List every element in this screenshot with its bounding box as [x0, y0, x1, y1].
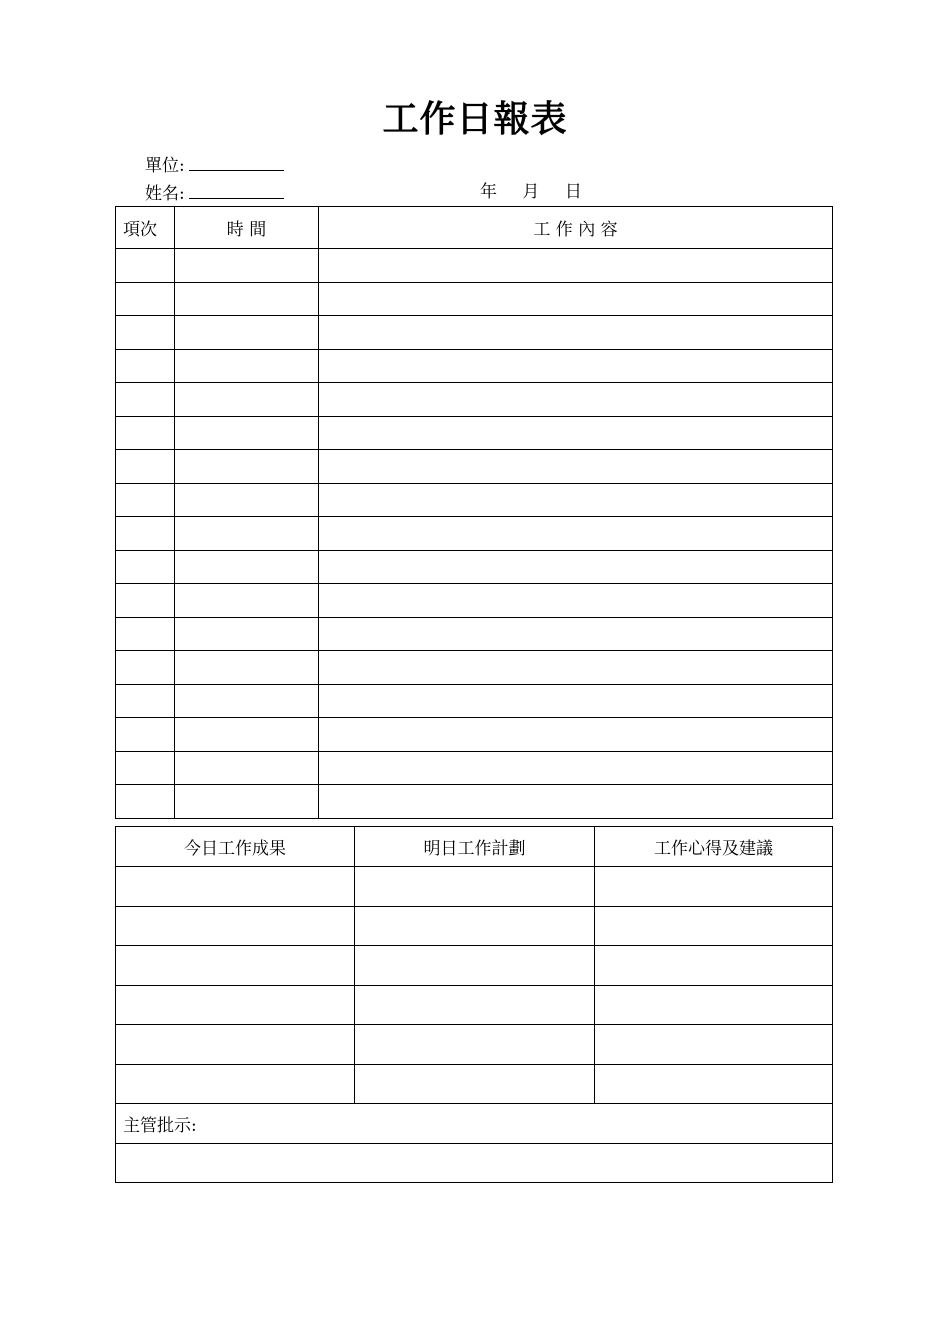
time-cell[interactable]	[175, 751, 319, 785]
insights-cell[interactable]	[595, 946, 833, 986]
item-no-cell[interactable]	[116, 416, 175, 450]
work-log-header-row	[116, 207, 833, 249]
tomorrow-plan-cell[interactable]	[355, 867, 595, 907]
header-time: 時 間	[175, 207, 319, 249]
summary-table	[115, 826, 833, 1183]
item-no-cell[interactable]	[116, 249, 175, 283]
time-cell[interactable]	[175, 617, 319, 651]
table-row	[116, 1064, 833, 1104]
table-row	[116, 985, 833, 1025]
work-content-cell[interactable]	[319, 550, 833, 584]
item-no-cell[interactable]	[116, 450, 175, 484]
work-content-cell[interactable]	[319, 483, 833, 517]
insights-cell[interactable]	[595, 867, 833, 907]
table-row	[116, 517, 833, 551]
time-cell[interactable]	[175, 316, 319, 350]
insights-cell[interactable]	[595, 1025, 833, 1065]
item-no-cell[interactable]	[116, 349, 175, 383]
item-no-cell[interactable]	[116, 517, 175, 551]
work-content-cell[interactable]	[319, 617, 833, 651]
work-content-cell[interactable]	[319, 416, 833, 450]
tomorrow-plan-cell[interactable]	[355, 1025, 595, 1065]
table-row	[116, 483, 833, 517]
date-field	[480, 181, 602, 203]
work-content-cell[interactable]	[319, 684, 833, 718]
item-no-cell[interactable]	[116, 282, 175, 316]
header-insights-suggestions: 工作心得及建議	[595, 827, 833, 867]
work-content-cell[interactable]	[319, 450, 833, 484]
name-blank-line[interactable]	[189, 181, 284, 199]
table-row	[116, 450, 833, 484]
table-row	[116, 617, 833, 651]
page-title: 工作日報表	[382, 99, 568, 140]
time-cell[interactable]	[175, 584, 319, 618]
item-no-cell[interactable]	[116, 383, 175, 417]
table-row	[116, 867, 833, 907]
supervisor-label: 主管批示:	[116, 1104, 833, 1144]
item-no-cell[interactable]	[116, 483, 175, 517]
work-content-cell[interactable]	[319, 517, 833, 551]
work-content-cell[interactable]	[319, 383, 833, 417]
table-row	[116, 785, 833, 819]
item-no-cell[interactable]	[116, 617, 175, 651]
table-row	[116, 282, 833, 316]
item-no-cell[interactable]	[116, 751, 175, 785]
day-label: 日	[564, 182, 582, 202]
time-cell[interactable]	[175, 651, 319, 685]
time-cell[interactable]	[175, 282, 319, 316]
time-cell[interactable]	[175, 383, 319, 417]
table-row	[116, 684, 833, 718]
table-row	[116, 383, 833, 417]
header-tomorrow-plan: 明日工作計劃	[355, 827, 595, 867]
time-cell[interactable]	[175, 249, 319, 283]
today-results-cell[interactable]	[116, 946, 355, 986]
work-content-cell[interactable]	[319, 349, 833, 383]
item-no-cell[interactable]	[116, 651, 175, 685]
work-content-cell[interactable]	[319, 316, 833, 350]
work-log-table	[115, 206, 833, 819]
time-cell[interactable]	[175, 517, 319, 551]
time-cell[interactable]	[175, 349, 319, 383]
month-label: 月	[522, 182, 540, 202]
header-item-no: 項次	[116, 207, 175, 249]
header-today-results: 今日工作成果	[116, 827, 355, 867]
name-label: 姓名:	[145, 184, 185, 204]
table-row	[116, 584, 833, 618]
supervisor-comment-row	[116, 1143, 833, 1183]
work-content-cell[interactable]	[319, 651, 833, 685]
work-content-cell[interactable]	[319, 751, 833, 785]
table-row	[116, 751, 833, 785]
summary-header-row	[116, 827, 833, 867]
name-field	[145, 181, 284, 205]
today-results-cell[interactable]	[116, 867, 355, 907]
time-cell[interactable]	[175, 416, 319, 450]
item-no-cell[interactable]	[116, 316, 175, 350]
work-content-cell[interactable]	[319, 282, 833, 316]
table-row	[116, 316, 833, 350]
time-cell[interactable]	[175, 483, 319, 517]
work-content-cell[interactable]	[319, 249, 833, 283]
item-no-cell[interactable]	[116, 550, 175, 584]
item-no-cell[interactable]	[116, 684, 175, 718]
table-row	[116, 651, 833, 685]
table-row	[116, 906, 833, 946]
item-no-cell[interactable]	[116, 718, 175, 752]
work-content-cell[interactable]	[319, 785, 833, 819]
insights-cell[interactable]	[595, 906, 833, 946]
work-content-cell[interactable]	[319, 718, 833, 752]
supervisor-comment-cell[interactable]	[116, 1143, 833, 1183]
time-cell[interactable]	[175, 550, 319, 584]
tomorrow-plan-cell[interactable]	[355, 946, 595, 986]
table-row	[116, 946, 833, 986]
time-cell[interactable]	[175, 718, 319, 752]
work-content-cell[interactable]	[319, 584, 833, 618]
tomorrow-plan-cell[interactable]	[355, 906, 595, 946]
table-row	[116, 349, 833, 383]
table-row	[116, 718, 833, 752]
insights-cell[interactable]	[595, 1064, 833, 1104]
time-cell[interactable]	[175, 785, 319, 819]
time-cell[interactable]	[175, 450, 319, 484]
table-row	[116, 249, 833, 283]
year-label: 年	[480, 182, 497, 202]
insights-cell[interactable]	[595, 985, 833, 1025]
unit-label: 單位:	[145, 156, 185, 176]
today-results-cell[interactable]	[116, 906, 355, 946]
table-row	[116, 1025, 833, 1065]
item-no-cell[interactable]	[116, 584, 175, 618]
tomorrow-plan-cell[interactable]	[355, 1064, 595, 1104]
today-results-cell[interactable]	[116, 985, 355, 1025]
supervisor-label-row	[116, 1104, 833, 1144]
header-work-content: 工 作 內 容	[319, 207, 833, 249]
today-results-cell[interactable]	[116, 1025, 355, 1065]
unit-field	[145, 153, 284, 177]
item-no-cell[interactable]	[116, 785, 175, 819]
table-row	[116, 416, 833, 450]
time-cell[interactable]	[175, 684, 319, 718]
today-results-cell[interactable]	[116, 1064, 355, 1104]
unit-blank-line[interactable]	[189, 153, 284, 171]
tomorrow-plan-cell[interactable]	[355, 985, 595, 1025]
table-row	[116, 550, 833, 584]
